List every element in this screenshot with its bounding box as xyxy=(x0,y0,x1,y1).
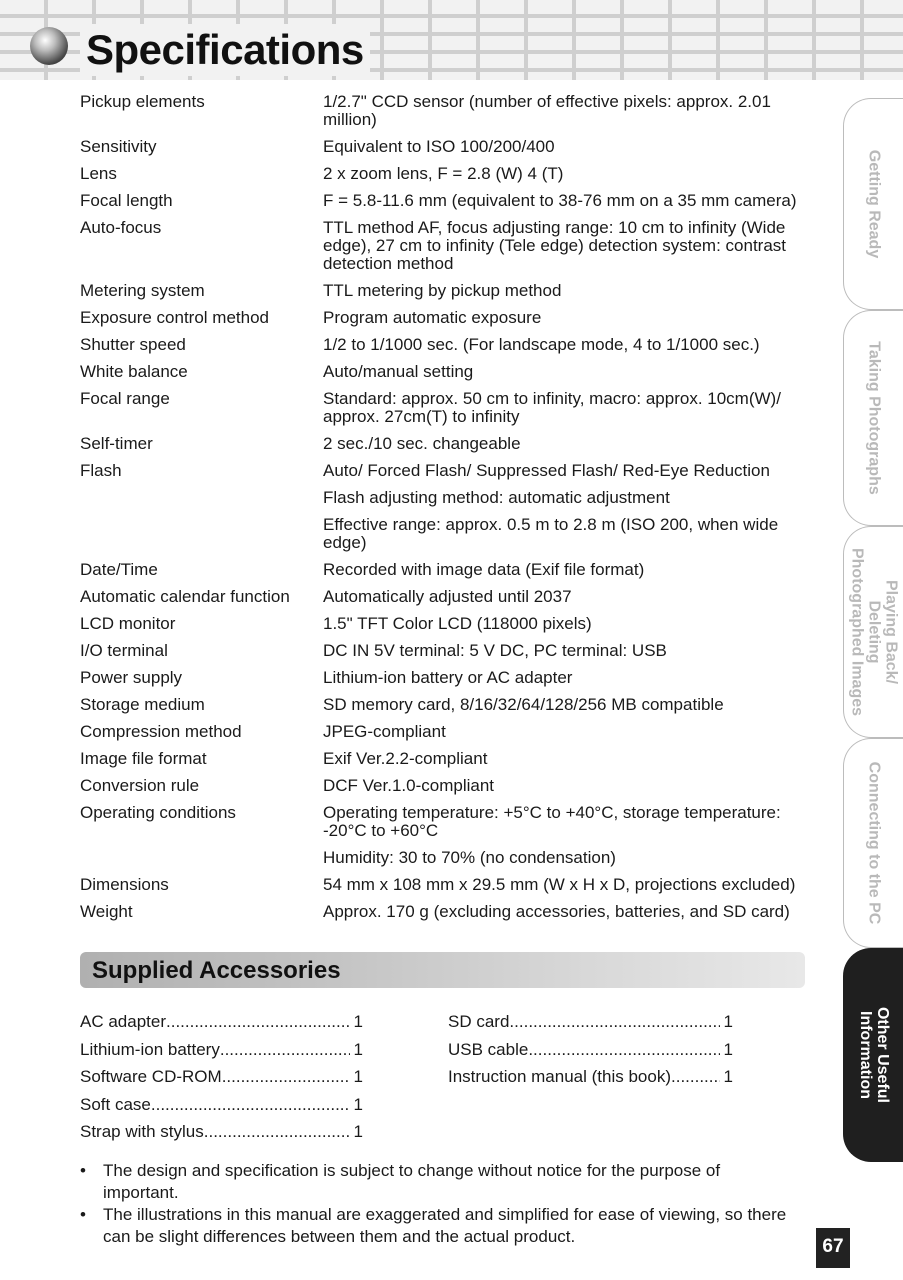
accessory-name: Lithium-ion battery xyxy=(80,1039,220,1059)
spec-value xyxy=(323,669,810,696)
spec-value-line: 2 x zoom lens, F = 2.8 (W) 4 (T) xyxy=(323,164,564,183)
tab-label: Connecting to the PC xyxy=(865,761,883,925)
spec-row xyxy=(80,723,810,750)
spec-value-line: Effective range: approx. 0.5 m to 2.8 m (ISO 200, when wide edge) xyxy=(323,515,779,552)
dot-leader xyxy=(222,1063,350,1091)
spec-value-line: Lithium-ion battery or AC adapter xyxy=(323,668,573,687)
dot-leader xyxy=(220,1036,350,1064)
spec-label: Storage medium xyxy=(80,695,205,714)
spec-value-line: Program automatic exposure xyxy=(323,308,542,327)
note-item xyxy=(80,1204,800,1248)
spec-value xyxy=(323,336,810,363)
spec-value xyxy=(323,804,810,876)
spec-value-line: 1/2.7" CCD sensor (number of effective pixels: approx. 2.01 million) xyxy=(323,92,771,129)
spec-row xyxy=(80,219,810,282)
spec-value-line: F = 5.8-11.6 mm (equivalent to 38-76 mm on a 35 mm camera) xyxy=(323,191,797,210)
spec-label: Pickup elements xyxy=(80,92,205,111)
spec-label: Conversion rule xyxy=(80,776,200,795)
spec-value-line: Exif Ver.2.2-compliant xyxy=(323,749,488,768)
spec-value xyxy=(323,192,810,219)
spec-row xyxy=(80,804,810,876)
spec-table xyxy=(80,93,810,930)
spec-value xyxy=(323,282,810,309)
spec-label: Metering system xyxy=(80,281,205,300)
spec-label: Automatic calendar function xyxy=(80,587,290,606)
spec-value-line: DCF Ver.1.0-compliant xyxy=(323,776,495,795)
bullet-icon: • xyxy=(80,1205,86,1224)
spec-row xyxy=(80,192,810,219)
spec-value xyxy=(323,93,810,138)
accessories-section-header xyxy=(80,952,805,988)
spec-value-line: 2 sec./10 sec. changeable xyxy=(323,434,521,453)
spec-row xyxy=(80,138,810,165)
spec-value xyxy=(323,363,810,390)
spec-row xyxy=(80,462,810,561)
spec-label: I/O terminal xyxy=(80,641,168,660)
accessory-name: SD card xyxy=(448,1012,510,1031)
spec-label: Auto-focus xyxy=(80,218,162,237)
spec-label: Dimensions xyxy=(80,875,169,894)
spec-label: Lens xyxy=(80,164,117,183)
spec-value-line: Operating temperature: +5°C to +40°C, storage temperature: -20°C to +60°C xyxy=(323,803,781,840)
accessory-name: Soft case xyxy=(80,1094,151,1114)
spec-label: Compression method xyxy=(80,722,242,741)
dot-leader xyxy=(509,1008,719,1036)
accessory-name: Instruction manual (this book) xyxy=(448,1067,671,1086)
tab-label: Other Useful Information xyxy=(857,1006,891,1103)
accessory-count: 1 xyxy=(723,1039,733,1059)
dot-leader xyxy=(151,1091,350,1119)
spec-value xyxy=(323,750,810,777)
spec-value xyxy=(323,219,810,282)
spec-value xyxy=(323,903,810,930)
dot-leader xyxy=(528,1036,719,1064)
spec-label: Power supply xyxy=(80,668,183,687)
accessory-item xyxy=(448,1063,733,1091)
spec-value-line: 54 mm x 108 mm x 29.5 mm (W x H x D, projections excluded) xyxy=(323,875,796,894)
spec-row xyxy=(80,336,810,363)
spec-value xyxy=(323,390,810,435)
page-title: Specifications xyxy=(80,24,370,76)
accessories-list-right xyxy=(448,1008,733,1091)
spec-row xyxy=(80,696,810,723)
spec-label: Focal range xyxy=(80,389,170,408)
spec-value xyxy=(323,561,810,588)
spec-row xyxy=(80,309,810,336)
spec-value xyxy=(323,723,810,750)
spec-value-line: DC IN 5V terminal: 5 V DC, PC terminal: USB xyxy=(323,641,667,660)
spec-label: Exposure control method xyxy=(80,308,269,327)
spec-row xyxy=(80,435,810,462)
spec-row xyxy=(80,165,810,192)
dot-leader xyxy=(204,1118,350,1146)
tab-label: Getting Ready xyxy=(865,149,883,259)
dot-leader xyxy=(166,1008,350,1036)
accessory-item xyxy=(80,1008,363,1036)
tab-label: Playing Back/ Deleting Photographed Images xyxy=(848,547,900,717)
spec-label: Self-timer xyxy=(80,434,153,453)
note-text: The illustrations in this manual are exaggerated and simplified for ease of viewing, so there can be slight differences between them and the actual product. xyxy=(103,1205,787,1246)
spec-value xyxy=(323,435,810,462)
spec-row xyxy=(80,750,810,777)
spec-value-line: Recorded with image data (Exif file format) xyxy=(323,560,645,579)
spec-value xyxy=(323,138,810,165)
spec-value-line: Flash adjusting method: automatic adjustment xyxy=(323,488,670,507)
accessory-count: 1 xyxy=(723,1012,733,1031)
spec-label: Flash xyxy=(80,461,122,480)
spec-value-line: Standard: approx. 50 cm to infinity, macro: approx. 10cm(W)/ approx. 27cm(T) to infinity xyxy=(323,389,781,426)
spec-value xyxy=(323,777,810,804)
page-number: 67 xyxy=(816,1228,850,1268)
accessories-list-left xyxy=(80,1008,363,1146)
spec-row xyxy=(80,363,810,390)
spec-row xyxy=(80,777,810,804)
tab-label: Taking Photographs xyxy=(865,341,883,495)
accessory-name: AC adapter xyxy=(80,1012,166,1031)
spec-row xyxy=(80,642,810,669)
accessory-item xyxy=(80,1118,363,1146)
spec-label: Date/Time xyxy=(80,560,158,579)
accessories-title: Supplied Accessories xyxy=(92,957,341,984)
tab-playing-back-deleting[interactable] xyxy=(843,526,903,738)
spec-label: Weight xyxy=(80,902,133,921)
accessory-count: 1 xyxy=(353,1067,363,1086)
spec-label: Sensitivity xyxy=(80,137,157,156)
accessory-item xyxy=(80,1091,363,1119)
accessory-name: USB cable xyxy=(448,1039,529,1059)
spec-value-line: Auto/ Forced Flash/ Suppressed Flash/ Red-Eye Reduction xyxy=(323,461,770,480)
spec-row xyxy=(80,561,810,588)
spec-label: Image file format xyxy=(80,749,207,768)
notes-list xyxy=(80,1160,800,1248)
accessory-count: 1 xyxy=(723,1067,733,1086)
note-item xyxy=(80,1160,800,1204)
accessory-count: 1 xyxy=(353,1039,363,1059)
accessory-item xyxy=(80,1063,363,1091)
accessory-name: Strap with stylus xyxy=(80,1122,204,1141)
tab-other-useful-information[interactable] xyxy=(843,948,903,1162)
spec-value-line: 1/2 to 1/1000 sec. (For landscape mode, 4 to 1/1000 sec.) xyxy=(323,335,760,354)
spec-row xyxy=(80,390,810,435)
spec-value-line: JPEG-compliant xyxy=(323,722,446,741)
spec-row xyxy=(80,876,810,903)
accessory-name: Software CD-ROM xyxy=(80,1067,222,1086)
spec-value-line: Auto/manual setting xyxy=(323,362,474,381)
dot-leader xyxy=(671,1063,720,1091)
accessory-item xyxy=(448,1036,733,1064)
spec-label: Focal length xyxy=(80,191,173,210)
spec-row xyxy=(80,615,810,642)
spec-row xyxy=(80,903,810,930)
spec-value xyxy=(323,165,810,192)
spec-label: Shutter speed xyxy=(80,335,186,354)
bullet-ball-icon xyxy=(30,27,68,65)
spec-label: White balance xyxy=(80,362,188,381)
accessory-item xyxy=(80,1036,363,1064)
bullet-icon: • xyxy=(80,1161,86,1180)
accessory-count: 1 xyxy=(353,1094,363,1114)
spec-value-line: TTL method AF, focus adjusting range: 10 cm to infinity (Wide edge), 27 cm to infinity (Tele edge) detection system: contrast detection method xyxy=(323,218,787,273)
spec-row xyxy=(80,669,810,696)
accessory-item xyxy=(448,1008,733,1036)
spec-value-line: 1.5" TFT Color LCD (118000 pixels) xyxy=(323,614,592,633)
spec-value-line: SD memory card, 8/16/32/64/128/256 MB compatible xyxy=(323,695,724,714)
tab-taking-photographs[interactable] xyxy=(843,310,903,526)
spec-value xyxy=(323,642,810,669)
spec-value-line: Automatically adjusted until 2037 xyxy=(323,587,572,606)
spec-value-line: Equivalent to ISO 100/200/400 xyxy=(323,137,555,156)
spec-value-line: Humidity: 30 to 70% (no condensation) xyxy=(323,848,616,867)
spec-value-line: Approx. 170 g (excluding accessories, batteries, and SD card) xyxy=(323,902,790,921)
spec-value xyxy=(323,588,810,615)
note-text: The design and specification is subject to change without notice for the purpose of important. xyxy=(103,1161,721,1202)
spec-row xyxy=(80,282,810,309)
spec-value xyxy=(323,696,810,723)
spec-value xyxy=(323,615,810,642)
spec-label: LCD monitor xyxy=(80,614,176,633)
tab-connecting-pc[interactable] xyxy=(843,738,903,948)
spec-label: Operating conditions xyxy=(80,803,236,822)
spec-row xyxy=(80,588,810,615)
spec-value-line: TTL metering by pickup method xyxy=(323,281,562,300)
spec-value xyxy=(323,309,810,336)
accessory-count: 1 xyxy=(353,1012,363,1031)
spec-value xyxy=(323,876,810,903)
spec-value xyxy=(323,462,810,561)
accessory-count: 1 xyxy=(353,1122,363,1141)
tab-getting-ready[interactable] xyxy=(843,98,903,310)
spec-row xyxy=(80,93,810,138)
